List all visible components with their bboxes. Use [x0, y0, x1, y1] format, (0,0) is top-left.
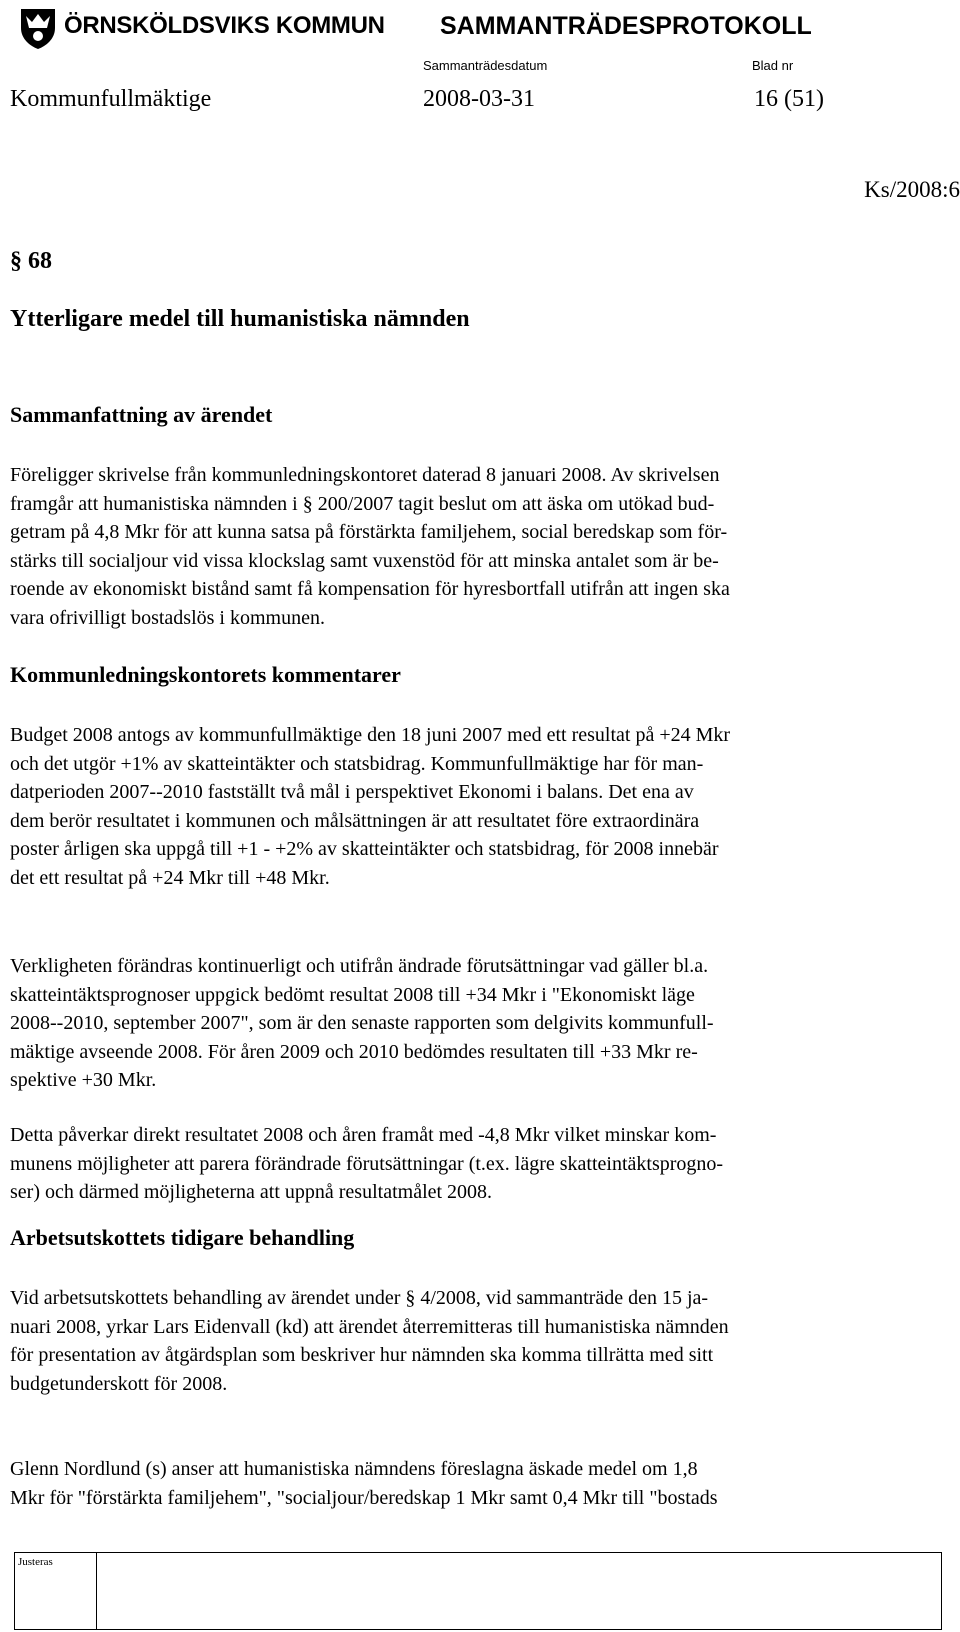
signature-box [14, 1552, 942, 1630]
footer-label: Justeras [18, 1556, 53, 1568]
text-line: det ett resultat på +24 Mkr till +48 Mkr. [10, 866, 330, 889]
text-line: nuari 2008, yrkar Lars Eidenvall (kd) att ärendet återremitteras till humanistiska nämnden [10, 1315, 729, 1338]
text-line: budgetunderskott för 2008. [10, 1372, 228, 1395]
text-line: poster årligen ska uppgå till +1 - +2% av skatteintäkter och statsbidrag, för 2008 innebär [10, 838, 719, 860]
text-line: skatteintäktsprognoser uppgick bedömt resultat 2008 till +34 Mkr i "Ekonomiskt läge [10, 983, 695, 1006]
organization-name: ÖRNSKÖLDSVIKS KOMMUN [64, 12, 385, 39]
paragraph [10, 461, 940, 632]
text-line: Föreligger skrivelse från kommunledningskontoret daterad 8 januari 2008. Av skrivelsen [10, 464, 720, 486]
section-heading: Kommunledningskontorets kommentarer [10, 662, 401, 687]
text-line: 2008--2010, september 2007", som är den senaste rapporten som delgivits kommunfull- [10, 1012, 714, 1034]
section-heading: Arbetsutskottets tidigare behandling [10, 1225, 355, 1250]
municipality-logo [18, 6, 385, 50]
text-line: framgår att humanistiska nämnden i § 200/2007 tagit beslut om att äska om utökad bud- [10, 492, 715, 515]
paragraph [10, 721, 940, 892]
coat-of-arms-icon [18, 6, 58, 50]
case-number: Ks/2008:6 [864, 177, 960, 202]
text-line: datperioden 2007--2010 fastställt två mål i perspektivet Ekonomi i balans. Det ena av [10, 781, 694, 803]
date-label: Sammanträdesdatum [423, 58, 548, 73]
text-line: för presentation av åtgärdsplan som beskriver hur nämnden ska komma tillrätta med sitt [10, 1344, 714, 1366]
text-line: stärks till socialjour vid vissa klockslag samt vuxenstöd för att minska antalet som är be- [10, 549, 719, 572]
paragraph [10, 1455, 940, 1512]
text-line: Budget 2008 antogs av kommunfullmäktige den 18 juni 2007 med ett resultat på +24 Mkr [10, 724, 731, 746]
page-number: 16 (51) [754, 86, 824, 112]
paragraph [10, 1284, 940, 1398]
text-line: Mkr för "förstärkta familjehem", "socialjour/beredskap 1 Mkr samt 0,4 Mkr till "bostads [10, 1486, 718, 1509]
paragraph [10, 1121, 940, 1207]
body-name: Kommunfullmäktige [10, 86, 212, 112]
page-title: Ytterligare medel till humanistiska nämnden [10, 306, 470, 332]
text-line: Verkligheten förändras kontinuerligt och utifrån ändrade förutsättningar vad gäller bl.a. [10, 955, 709, 977]
text-line: getram på 4,8 Mkr för att kunna satsa på förstärkta familjehem, social beredskap som för- [10, 521, 728, 543]
text-line: Vid arbetsutskottets behandling av ärendet under § 4/2008, vid sammanträde den 15 ja- [10, 1287, 709, 1309]
document-type: SAMMANTRÄDESPROTOKOLL [440, 12, 812, 40]
text-line: Detta påverkar direkt resultatet 2008 och åren framåt med -4,8 Mkr vilket minskar kom- [10, 1124, 717, 1146]
text-line: Glenn Nordlund (s) anser att humanistiska nämndens föreslagna äskade medel om 1,8 [10, 1458, 698, 1480]
signature-box-divider [96, 1552, 97, 1630]
text-line: roende av ekonomiskt bistånd samt få kompensation för hyresbortfall utifrån att ingen ska [10, 578, 730, 600]
text-line: dem berör resultatet i kommunen och målsättningen är att resultatet före extraordinära [10, 809, 700, 832]
text-line: spektive +30 Mkr. [10, 1069, 157, 1091]
paragraph [10, 952, 940, 1095]
text-line: munens möjligheter att parera förändrade förutsättningar (t.ex. lägre skatteintäktsprogno- [10, 1152, 724, 1175]
text-line: vara ofrivilligt bostadslös i kommunen. [10, 606, 325, 629]
meeting-date: 2008-03-31 [423, 86, 535, 112]
text-line: ser) och därmed möjligheterna att uppnå resultatmålet 2008. [10, 1181, 493, 1203]
text-line: mäktige avseende 2008. För åren 2009 och 2010 bedömdes resultaten till +33 Mkr re- [10, 1040, 698, 1063]
section-heading: Sammanfattning av ärendet [10, 402, 273, 427]
page-label: Blad nr [752, 58, 794, 73]
section-number: § 68 [10, 248, 52, 274]
text-line: och det utgör +1% av skatteintäkter och statsbidrag. Kommunfullmäktige har för man- [10, 752, 704, 775]
